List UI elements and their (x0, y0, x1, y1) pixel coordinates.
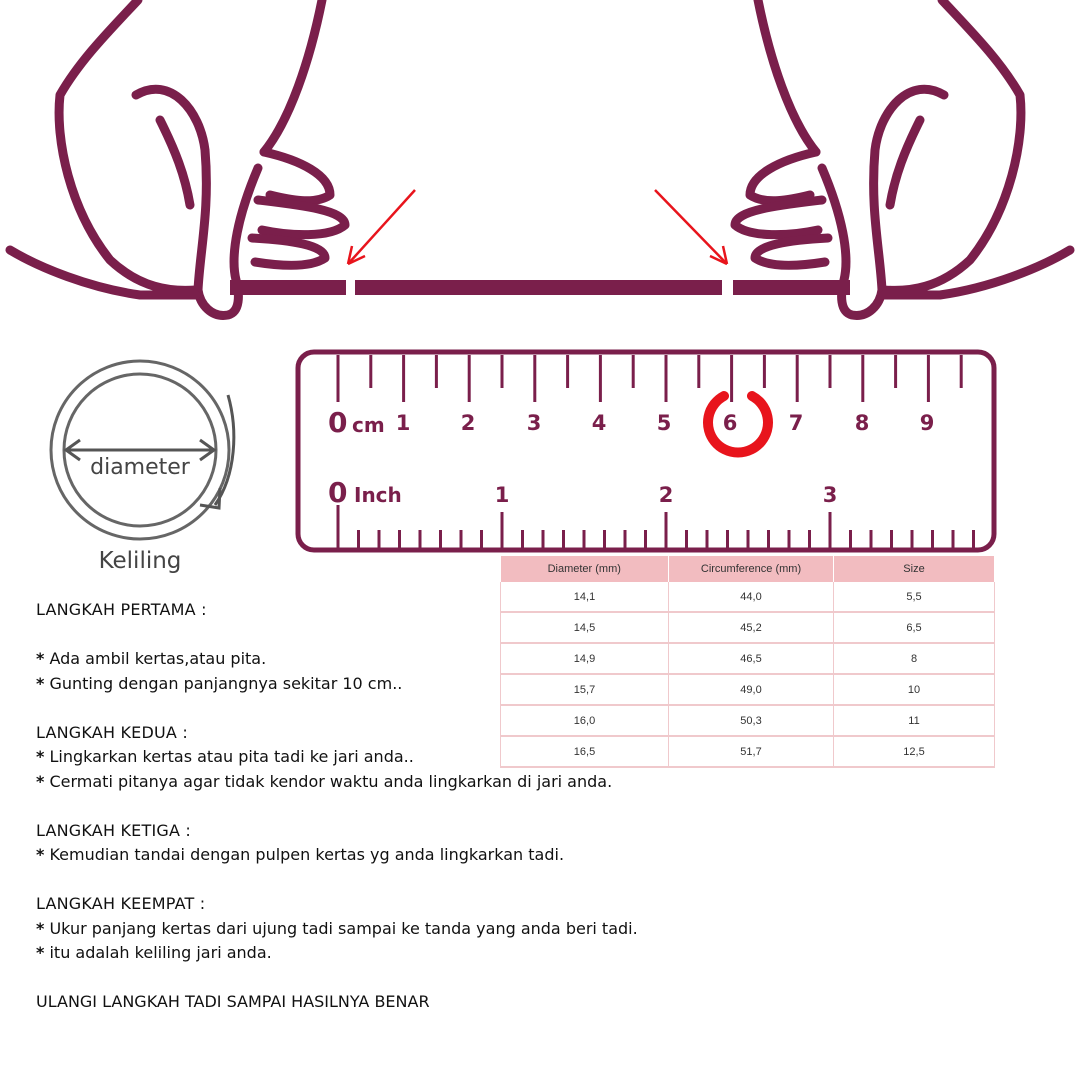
diameter-cell: 14,9 (501, 643, 669, 674)
cm-unit-label: cm (352, 413, 385, 437)
circumference-cell: 46,5 (669, 643, 834, 674)
column-header-circumference: Circumference (mm) (669, 556, 834, 582)
diameter-circle-diagram (51, 361, 234, 574)
cm-tick-label: 6 (722, 411, 738, 435)
left-hand-illustration (10, 0, 345, 315)
inch-zero-label: 0 (328, 476, 348, 509)
instruction-text: Lingkarkan kertas atau pita tadi ke jari anda.. (49, 747, 414, 766)
cm-tick-label: 8 (854, 411, 870, 435)
instruction-text: Gunting dengan panjangnya sekitar 10 cm.. (49, 673, 403, 693)
diameter-cell: 14,5 (501, 612, 669, 643)
cm-tick-label: 5 (656, 411, 672, 435)
instruction-item (36, 917, 1036, 942)
bullet: * (36, 918, 45, 938)
step-title: LANGKAH KEDUA : (36, 722, 188, 742)
bullet: * (36, 771, 45, 791)
cm-tick-label: 9 (919, 411, 935, 435)
step-title: LANGKAH PERTAMA : (36, 600, 207, 619)
size-cell: 6,5 (834, 612, 995, 643)
instruction-item (36, 941, 1036, 966)
diameter-cell: 15,7 (501, 674, 669, 705)
cm-tick-label: 7 (788, 411, 804, 435)
circumference-cell: 50,3 (669, 705, 834, 736)
instruction-item (36, 647, 1036, 672)
ruler (298, 352, 994, 550)
bullet: * (36, 649, 45, 668)
size-cell: 11 (834, 705, 995, 736)
instructions (36, 598, 1036, 1015)
diameter-cell: 16,5 (501, 736, 669, 767)
circumference-cell: 51,7 (669, 736, 834, 767)
instruction-text: Kemudian tandai dengan pulpen kertas yg anda lingkarkan tadi. (49, 845, 565, 864)
paper-strip (230, 280, 850, 295)
cm-tick-label: 2 (460, 411, 476, 435)
bullet: * (36, 845, 45, 864)
step-title: LANGKAH KETIGA : (36, 820, 191, 840)
diameter-label: diameter (90, 455, 190, 480)
inch-unit-label: Inch (354, 483, 402, 507)
size-cell: 5,5 (834, 582, 995, 612)
cm-tick-label: 1 (395, 411, 411, 435)
size-cell: 12,5 (834, 736, 995, 767)
cm-tick-label: 4 (591, 411, 607, 435)
bullet: * (36, 673, 45, 693)
instruction-text: Ada ambil kertas,atau pita. (49, 649, 267, 668)
size-cell: 10 (834, 674, 995, 705)
cm-zero-label: 0 (328, 406, 348, 439)
footer-note: ULANGI LANGKAH TADI SAMPAI HASILNYA BENAR (36, 992, 430, 1011)
instruction-item (36, 745, 1036, 770)
bullet: * (36, 747, 45, 766)
instruction-text: Ukur panjang kertas dari ujung tadi sampai ke tanda yang anda beri tadi. (49, 918, 638, 938)
right-hand-illustration (735, 0, 1070, 315)
circumference-cell: 44,0 (669, 582, 834, 612)
diameter-cell: 16,0 (501, 705, 669, 736)
instruction-text: Cermati pitanya agar tidak kendor waktu anda lingkarkan di jari anda. (49, 771, 613, 791)
circumference-label: Keliling (98, 548, 182, 574)
instruction-text: itu adalah keliling jari anda. (49, 943, 272, 962)
column-header-size: Size (834, 556, 995, 582)
circumference-cell: 49,0 (669, 674, 834, 705)
size-cell: 8 (834, 643, 995, 674)
red-arrow-icon (655, 190, 727, 264)
inch-tick-label: 3 (822, 483, 838, 507)
bullet: * (36, 943, 45, 962)
inch-tick-label: 1 (494, 483, 510, 507)
diameter-cell: 14,1 (501, 582, 669, 612)
column-header-diameter: Diameter (mm) (501, 556, 669, 582)
cm-tick-label: 3 (526, 411, 542, 435)
inch-tick-label: 2 (658, 483, 674, 507)
instruction-item (36, 770, 1036, 795)
instruction-item (36, 672, 1036, 697)
step-title: LANGKAH KEEMPAT : (36, 894, 206, 913)
table-header-row (501, 556, 995, 582)
circumference-cell: 45,2 (669, 612, 834, 643)
red-arrow-icon (348, 190, 415, 264)
instruction-item (36, 843, 1036, 868)
